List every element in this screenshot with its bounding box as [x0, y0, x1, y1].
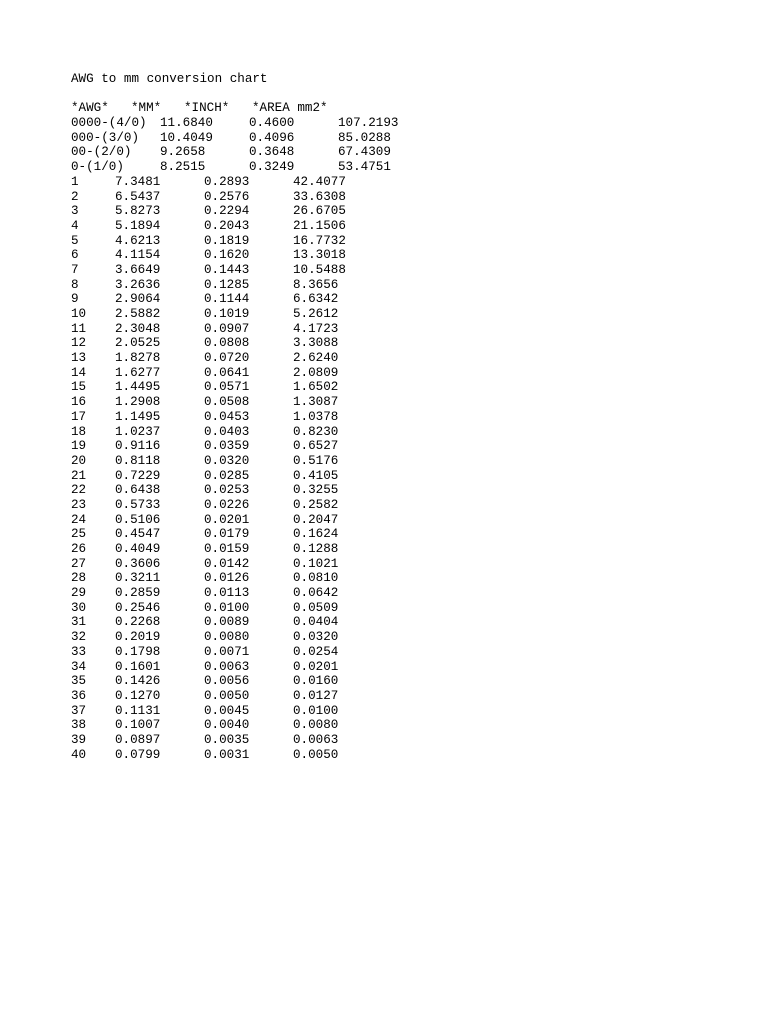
cell-mm: 3.6649: [115, 262, 161, 277]
cell-area: 0.0201: [293, 659, 339, 674]
table-row: [71, 409, 339, 425]
cell-awg: 34: [71, 659, 87, 674]
table-row: [71, 233, 346, 249]
cell-mm: 1.0237: [115, 424, 161, 439]
cell-awg: 38: [71, 718, 87, 733]
cell-awg: 18: [71, 424, 87, 439]
cell-area: 0.0810: [293, 571, 339, 586]
table-row: [71, 336, 339, 351]
cell-area: 1.3087: [293, 395, 339, 410]
cell-awg: 27: [71, 556, 87, 571]
cell-inch: 0.0031: [204, 747, 250, 762]
cell-area: 10.5488: [293, 262, 346, 277]
cell-mm: 1.1495: [115, 409, 161, 424]
cell-area: 53.4751: [338, 160, 391, 175]
cell-area: 0.6527: [293, 439, 339, 454]
cell-mm: 0.7229: [115, 468, 161, 483]
cell-inch: 0.1285: [204, 277, 250, 292]
cell-awg: 12: [71, 336, 87, 351]
cell-area: 0.0254: [293, 644, 339, 659]
table-row: [71, 116, 399, 131]
cell-mm: 1.4495: [115, 380, 161, 395]
cell-inch: 0.1019: [204, 307, 250, 321]
cell-area: 42.4077: [293, 174, 346, 189]
cell-inch: 0.1443: [204, 262, 250, 277]
cell-inch: 0.3648: [249, 145, 295, 160]
cell-inch: 0.0071: [204, 644, 250, 659]
cell-area: 33.6308: [293, 189, 346, 204]
table-row: [71, 483, 339, 498]
cell-area: 0.1021: [293, 556, 339, 571]
table-row: [71, 630, 339, 645]
cell-inch: 0.0571: [204, 380, 250, 395]
cell-area: 67.4309: [338, 145, 391, 160]
cell-inch: 0.0253: [204, 483, 250, 498]
cell-awg: 24: [71, 512, 87, 527]
cell-awg: 000-(3/0): [71, 130, 140, 145]
table-row: [71, 586, 339, 601]
cell-inch: 0.0179: [204, 527, 250, 542]
cell-awg: 2: [71, 189, 79, 204]
cell-area: 3.3088: [293, 336, 339, 351]
table-row: [71, 351, 339, 366]
table-row: [71, 307, 339, 322]
cell-mm: 4.6213: [115, 233, 161, 248]
cell-awg: 23: [71, 497, 87, 512]
cell-awg: 4: [71, 218, 79, 233]
cell-mm: 0.1426: [115, 674, 161, 689]
cell-area: 0.1288: [293, 542, 339, 556]
cell-awg: 0-(1/0): [71, 160, 124, 175]
blank-line: [71, 87, 268, 102]
cell-awg: 39: [71, 732, 87, 747]
cell-area: 4.1723: [293, 321, 339, 336]
cell-mm: 6.5437: [115, 189, 161, 204]
cell-inch: 0.2043: [204, 218, 250, 233]
cell-mm: 0.0897: [115, 732, 161, 747]
cell-mm: 0.2546: [115, 600, 161, 615]
table-row: [71, 468, 339, 484]
cell-mm: 0.3211: [115, 571, 161, 586]
cell-mm: 5.1894: [115, 218, 161, 233]
table-row: [71, 674, 339, 689]
cell-inch: 0.0089: [204, 615, 250, 630]
cell-awg: 21: [71, 468, 87, 483]
cell-area: 6.6342: [293, 292, 339, 307]
cell-area: 85.0288: [338, 130, 391, 145]
cell-inch: 0.0359: [204, 439, 250, 454]
cell-area: 0.0404: [293, 615, 339, 630]
cell-area: 0.2582: [293, 497, 339, 512]
large-gauge-rows: [71, 116, 399, 175]
table-row: [71, 248, 346, 263]
cell-mm: 0.4547: [115, 527, 161, 542]
cell-inch: 0.0056: [204, 674, 250, 689]
cell-awg: 13: [71, 351, 87, 366]
table-row: [71, 703, 339, 719]
cell-inch: 0.0100: [204, 600, 250, 615]
cell-mm: 3.2636: [115, 277, 161, 292]
table-row: [71, 395, 339, 410]
header-mm: *MM*: [131, 101, 162, 116]
table-row: [71, 615, 339, 630]
cell-inch: 0.0142: [204, 556, 250, 571]
cell-area: 1.6502: [293, 380, 339, 395]
table-row: [71, 747, 339, 763]
cell-inch: 0.0126: [204, 571, 250, 586]
cell-area: 2.6240: [293, 351, 339, 366]
header-row: [71, 101, 328, 116]
cell-area: 107.2193: [338, 116, 399, 131]
table-row: [71, 512, 339, 528]
cell-awg: 9: [71, 292, 79, 307]
cell-awg: 16: [71, 395, 87, 410]
cell-area: 0.5176: [293, 453, 339, 468]
conversion-document: [71, 72, 399, 762]
cell-inch: 0.0907: [204, 321, 250, 336]
cell-awg: 31: [71, 615, 87, 630]
cell-mm: 2.0525: [115, 336, 161, 351]
table-row: [71, 174, 346, 190]
cell-awg: 40: [71, 747, 87, 762]
table-row: [71, 527, 339, 542]
table-row: [71, 644, 339, 660]
cell-inch: 0.0040: [204, 718, 250, 733]
table-row: [71, 365, 339, 381]
cell-mm: 2.5882: [115, 307, 161, 321]
cell-inch: 0.0808: [204, 336, 250, 351]
cell-area: 0.2047: [293, 512, 339, 527]
cell-area: 5.2612: [293, 307, 339, 321]
table-row: [71, 130, 391, 146]
cell-mm: 2.9064: [115, 292, 161, 307]
cell-awg: 15: [71, 380, 87, 395]
cell-inch: 0.0720: [204, 351, 250, 366]
cell-area: 0.1624: [293, 527, 339, 542]
cell-inch: 0.2576: [204, 189, 250, 204]
cell-inch: 0.0508: [204, 395, 250, 410]
cell-awg: 33: [71, 644, 87, 659]
cell-inch: 0.3249: [249, 160, 295, 175]
cell-inch: 0.0159: [204, 542, 250, 556]
table-row: [71, 292, 339, 307]
cell-awg: 6: [71, 248, 79, 263]
cell-inch: 0.2294: [204, 204, 250, 219]
cell-inch: 0.0080: [204, 630, 250, 645]
cell-mm: 1.6277: [115, 365, 161, 380]
cell-mm: 4.1154: [115, 248, 161, 263]
cell-inch: 0.0320: [204, 453, 250, 468]
cell-inch: 0.0453: [204, 409, 250, 424]
table-row: [71, 600, 339, 616]
cell-inch: 0.0285: [204, 468, 250, 483]
cell-awg: 19: [71, 439, 87, 454]
cell-area: 0.4105: [293, 468, 339, 483]
cell-area: 0.8230: [293, 424, 339, 439]
cell-mm: 0.1798: [115, 644, 161, 659]
cell-mm: 0.2019: [115, 630, 161, 645]
cell-mm: 0.8118: [115, 453, 161, 468]
cell-inch: 0.0226: [204, 497, 250, 512]
cell-area: 0.0080: [293, 718, 339, 733]
header-awg: *AWG*: [71, 101, 109, 116]
cell-awg: 14: [71, 365, 87, 380]
cell-mm: 5.8273: [115, 204, 161, 219]
cell-inch: 0.0201: [204, 512, 250, 527]
cell-awg: 29: [71, 586, 87, 601]
cell-mm: 0.5106: [115, 512, 161, 527]
cell-mm: 1.2908: [115, 395, 161, 410]
cell-awg: 20: [71, 453, 87, 468]
cell-awg: 26: [71, 542, 87, 556]
cell-mm: 0.0799: [115, 747, 161, 762]
cell-area: 0.3255: [293, 483, 339, 498]
cell-area: 2.0809: [293, 365, 339, 380]
cell-mm: 0.4049: [115, 542, 161, 556]
table-row: [71, 145, 391, 160]
table-row: [71, 424, 339, 440]
cell-area: 0.0063: [293, 732, 339, 747]
cell-awg: 36: [71, 688, 87, 703]
cell-area: 21.1506: [293, 218, 346, 233]
cell-inch: 0.1620: [204, 248, 250, 263]
table-row: [71, 439, 339, 454]
table-row: [71, 497, 339, 513]
header-inch: *INCH*: [184, 101, 230, 116]
cell-mm: 11.6840: [160, 116, 213, 131]
table-row: [71, 542, 339, 557]
cell-inch: 0.0113: [204, 586, 250, 601]
table-row: [71, 321, 339, 337]
cell-mm: 8.2515: [160, 160, 206, 175]
cell-inch: 0.0045: [204, 703, 250, 718]
cell-awg: 11: [71, 321, 87, 336]
cell-area: 0.0100: [293, 703, 339, 718]
table-row: [71, 571, 339, 586]
cell-area: 0.0509: [293, 600, 339, 615]
cell-mm: 0.9116: [115, 439, 161, 454]
cell-awg: 30: [71, 600, 87, 615]
cell-area: 26.6705: [293, 204, 346, 219]
table-row: [71, 380, 339, 395]
table-row: [71, 262, 346, 278]
cell-mm: 7.3481: [115, 174, 161, 189]
cell-inch: 0.0641: [204, 365, 250, 380]
cell-mm: 2.3048: [115, 321, 161, 336]
cell-awg: 0000-(4/0): [71, 116, 147, 131]
cell-mm: 0.1601: [115, 659, 161, 674]
table-row: [71, 688, 339, 704]
cell-mm: 0.1270: [115, 688, 161, 703]
cell-area: 0.0642: [293, 586, 339, 601]
cell-awg: 10: [71, 307, 87, 321]
cell-area: 0.0127: [293, 688, 339, 703]
cell-area: 0.0160: [293, 674, 339, 689]
cell-inch: 0.2893: [204, 174, 250, 189]
cell-area: 13.3018: [293, 248, 346, 263]
table-row: [71, 218, 346, 234]
cell-mm: 0.2859: [115, 586, 161, 601]
cell-inch: 0.1144: [204, 292, 250, 307]
cell-awg: 37: [71, 703, 87, 718]
document-title: AWG to mm conversion chart: [71, 72, 268, 86]
cell-awg: 1: [71, 174, 79, 189]
table-row: [71, 556, 339, 572]
cell-mm: 9.2658: [160, 145, 206, 160]
cell-awg: 5: [71, 233, 79, 248]
table-row: [71, 732, 339, 748]
table-row: [71, 718, 339, 733]
cell-area: 16.7732: [293, 233, 346, 248]
table-row: [71, 453, 339, 469]
cell-mm: 10.4049: [160, 130, 213, 145]
cell-awg: 35: [71, 674, 87, 689]
cell-mm: 0.1131: [115, 703, 161, 718]
cell-awg: 00-(2/0): [71, 145, 132, 160]
cell-mm: 0.2268: [115, 615, 161, 630]
cell-inch: 0.0035: [204, 732, 250, 747]
cell-awg: 3: [71, 204, 79, 219]
table-row: [71, 204, 346, 219]
table-row: [71, 659, 339, 675]
table-row: [71, 160, 391, 175]
cell-mm: 1.8278: [115, 351, 161, 366]
cell-inch: 0.4600: [249, 116, 295, 131]
cell-mm: 0.6438: [115, 483, 161, 498]
cell-awg: 17: [71, 409, 87, 424]
cell-awg: 25: [71, 527, 87, 542]
cell-area: 0.0050: [293, 747, 339, 762]
cell-mm: 0.5733: [115, 497, 161, 512]
cell-mm: 0.3606: [115, 556, 161, 571]
cell-awg: 32: [71, 630, 87, 645]
cell-inch: 0.0050: [204, 688, 250, 703]
cell-area: 0.0320: [293, 630, 339, 645]
cell-inch: 0.4096: [249, 130, 295, 145]
cell-awg: 7: [71, 262, 79, 277]
cell-inch: 0.1819: [204, 233, 250, 248]
header-area: *AREA mm2*: [252, 101, 328, 116]
cell-awg: 22: [71, 483, 87, 498]
cell-inch: 0.0403: [204, 424, 250, 439]
cell-inch: 0.0063: [204, 659, 250, 674]
cell-area: 1.0378: [293, 409, 339, 424]
cell-area: 8.3656: [293, 277, 339, 292]
cell-awg: 8: [71, 277, 79, 292]
gauge-rows: [71, 174, 346, 763]
table-row: [71, 277, 339, 293]
cell-mm: 0.1007: [115, 718, 161, 733]
table-row: [71, 189, 346, 205]
cell-awg: 28: [71, 571, 87, 586]
